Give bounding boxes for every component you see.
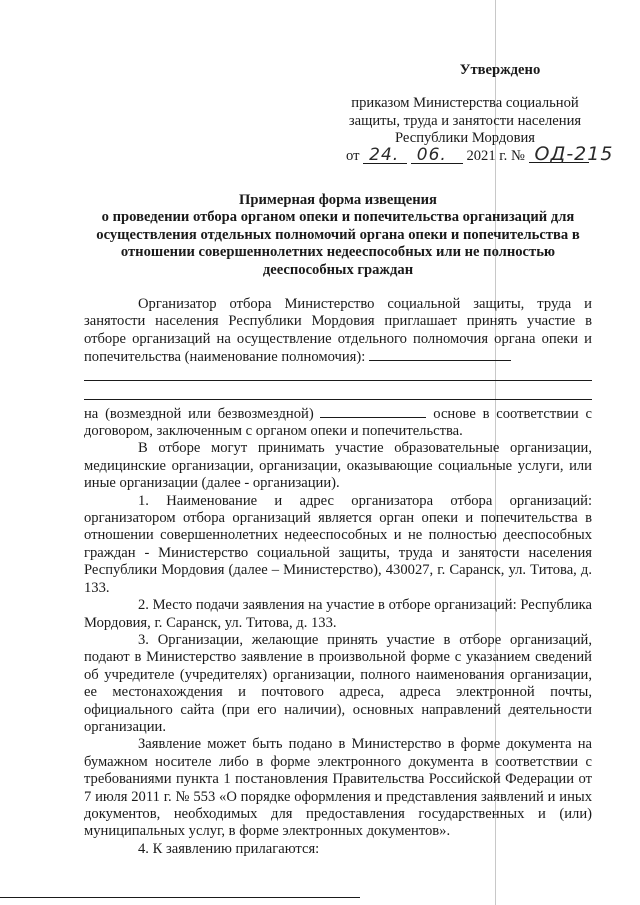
blank-line	[84, 367, 592, 381]
approval-heading: Утверждено	[459, 62, 541, 78]
paragraph-organizer-text: Организатор отбора Министерство социальной защиты, труда и занятости населения Республики Мордовия приглашает принять участие в отборе организаций на осуществление отдельного полномочия органа опеки и попечительства (наименование полномочия):	[84, 296, 592, 366]
number-prefix: №	[510, 148, 525, 164]
footer-rule	[0, 897, 360, 898]
document-title	[84, 192, 592, 279]
approval-block	[340, 62, 590, 148]
approval-line-3: Республики Мордовия	[394, 130, 535, 147]
title-line-2: о проведении отбора органом опеки и попечительства организаций для осуществления отдельных полномочий органа опеки и попечительства в отношении совершеннолетних недееспособных или не полностью дееспособных граждан	[96, 209, 580, 278]
paragraph-organizer	[84, 296, 592, 367]
blank-line	[369, 348, 511, 361]
paragraph-participants: В отборе могут принимать участие образовательные организации, медицинские организации, организации, оказывающие социальные услуги, или иные организации (далее - организации).	[84, 440, 592, 492]
paragraph-4: 4. К заявлению прилагаются:	[138, 840, 320, 857]
paragraph-2: 2. Место подачи заявления на участие в отборе организаций: Республика Мордовия, г. Саранск, ул. Титова, д. 133.	[84, 597, 592, 631]
date-year: 2021 г.	[466, 148, 508, 164]
basis-text-end: основе в соответствии с договором, заключенным с органом опеки и попечительства.	[84, 405, 592, 440]
paragraph-3: 3. Организации, желающие принять участие в отборе организаций, подают в Министерство заявление в произвольной форме с указанием сведений об учредителе (учредителях) организации, полного наименования организации, ее местонахождения и почтового адреса, адреса электронной почты, официального сайта (при его наличии), основных направлений деятельности организации.	[84, 631, 592, 735]
approval-date-line	[346, 143, 616, 165]
date-day-handwritten: 24.	[363, 147, 407, 164]
paragraph-basis	[84, 405, 592, 441]
paragraph-application: Заявление может быть подано в Министерство в форме документа на бумажном носителе либо в форме электронного документа в соответствии с требованиями пункта 1 постановления Правительства Российской Федерации от 7 июля 2011 г. № 553 «О порядке оформления и представления заявлений и иных документов, необходимых для предоставления государственных и (или) муниципальных услуг, в форме электронных документов».	[84, 736, 592, 840]
paragraph-1: 1. Наименование и адрес организатора отбора организаций: организатором отбора организаций является орган опеки и попечительства в отношении совершеннолетних недееспособных и не полностью дееспособных граждан - Министерство социальной защиты, труда и занятости населения Республики Мордовия (далее – Министерство), 430027, г. Саранск, ул. Титова, д. 133.	[84, 492, 592, 596]
blank-line	[320, 405, 426, 418]
approval-line-2: защиты, труда и занятости населения	[348, 112, 582, 129]
blank-line	[84, 386, 592, 400]
basis-text-start: на (возмездной или безвозмездной)	[84, 405, 314, 422]
approval-line-1: приказом Министерства социальной	[351, 95, 579, 112]
date-prefix: от	[346, 148, 360, 164]
document-body	[84, 296, 592, 858]
title-line-1: Примерная форма извещения	[239, 192, 437, 208]
date-month-handwritten: 06.	[411, 147, 463, 164]
order-number-handwritten: ОД-215	[529, 146, 589, 163]
